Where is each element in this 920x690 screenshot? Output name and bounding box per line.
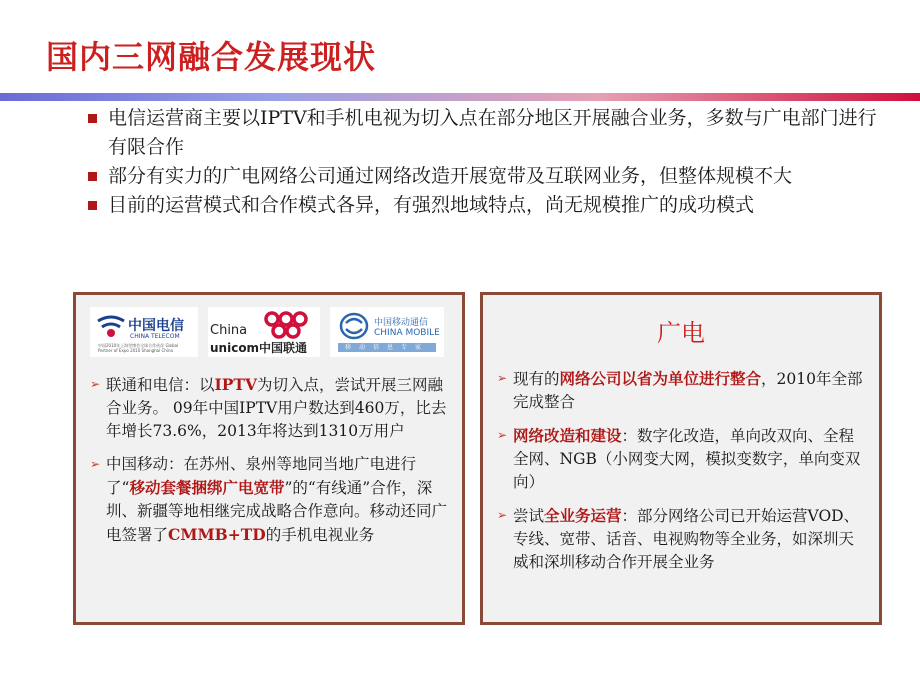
mobile-emblem-icon	[338, 311, 370, 341]
unicom-name: unicom中国联通	[210, 341, 308, 355]
item-text-segment: 的手机电视业务	[265, 526, 375, 544]
item-text-segment: 为切入点，尝试开展三网融合业务。 09年中国IPTV用户数达到460万，比去年增长73.6%，2013年将达到1310万用户	[106, 376, 447, 440]
list-item	[90, 453, 450, 547]
item-text-segment: 尝试	[513, 507, 545, 525]
item-text	[106, 455, 447, 544]
item-text-segment: ，2010年全部完成整合	[513, 370, 863, 411]
list-item	[497, 367, 869, 414]
mobile-english-name: CHINA MOBILE	[374, 328, 440, 338]
item-text	[513, 427, 860, 491]
item-text-segment: ”的“有线通”合作，深圳、新疆等地相继完成战略合作意向。移动还同广电签署了	[106, 479, 448, 544]
highlighted-text: 移动套餐捆绑广电宽带	[129, 478, 285, 497]
mobile-slogan: 移动信息专家	[344, 344, 429, 351]
china-unicom-logo	[208, 307, 320, 357]
item-text-segment: 中国移动：在苏州、泉州等地同当地广电进行了“	[106, 455, 417, 497]
telecom-emblem-icon	[94, 313, 128, 341]
bullet-text: 电信运营商主要以IPTV和手机电视为切入点在部分地区开展融合业务，多数与广电部门进行有限合作	[108, 107, 877, 158]
china-telecom-logo	[90, 307, 198, 357]
china-mobile-logo	[330, 307, 444, 357]
list-item	[497, 424, 869, 494]
arrow-bullet-icon: ➢	[497, 508, 508, 522]
bullet-item	[88, 104, 878, 162]
telecom-operators-panel	[73, 292, 465, 625]
arrow-bullet-icon: ➢	[90, 377, 101, 391]
square-bullet-icon	[88, 201, 97, 210]
item-text-segment: ：部分网络公司已开始运营VOD、专线、宽带、话音、电视购物等全业务，如深圳天威和深圳移动合作开展全业务	[513, 507, 860, 571]
slide-title: 国内三网融合发展现状	[46, 38, 377, 76]
telecom-name: 中国电信	[128, 318, 184, 334]
item-text-segment: 联通和电信：以	[106, 376, 215, 394]
telecom-items	[90, 373, 450, 557]
mobile-name: 中国移动通信	[374, 318, 429, 328]
highlighted-text: 网络公司以省为单位进行整合	[559, 369, 762, 388]
telecom-english-name: CHINA TELECOM	[130, 333, 180, 340]
broadcasting-items	[497, 367, 869, 584]
highlighted-text: CMMB+TD	[168, 525, 266, 544]
item-text-segment: ：数字化改造，单向改双向、全程全网、NGB（小网变大网，模拟变数字，单向变双向）	[513, 427, 861, 491]
broadcasting-panel	[480, 292, 882, 625]
unicom-english-name: China	[210, 323, 248, 338]
telecom-expo-note: 中国2010年上海世博会全球合作伙伴 Global Partner of Expo 2010 Shanghai China	[98, 343, 179, 353]
arrow-bullet-icon: ➢	[90, 457, 101, 471]
panel-title: 广电	[657, 319, 705, 347]
item-text	[513, 507, 859, 571]
item-text	[106, 376, 446, 440]
unicom-knot-icon	[258, 309, 314, 343]
list-item	[90, 373, 450, 443]
highlighted-text: 网络改造和建设	[513, 426, 622, 445]
item-text-segment: 现有的	[513, 370, 560, 388]
item-text	[513, 370, 862, 411]
highlighted-text: 全业务运营	[544, 506, 622, 525]
bullet-text: 部分有实力的广电网络公司通过网络改造开展宽带及互联网业务，但整体规模不大	[108, 165, 793, 187]
bullet-item	[88, 162, 878, 191]
bullet-item	[88, 191, 878, 220]
highlighted-text: IPTV	[214, 375, 257, 394]
list-item	[497, 504, 869, 574]
bullet-list	[88, 104, 878, 220]
bullet-text: 目前的运营模式和合作模式各异，有强烈地域特点，尚无规模推广的成功模式	[108, 194, 755, 216]
arrow-bullet-icon: ➢	[497, 428, 508, 442]
operator-logos	[90, 307, 450, 359]
square-bullet-icon	[88, 114, 97, 123]
arrow-bullet-icon: ➢	[497, 371, 508, 385]
square-bullet-icon	[88, 172, 97, 181]
title-divider	[0, 93, 920, 101]
